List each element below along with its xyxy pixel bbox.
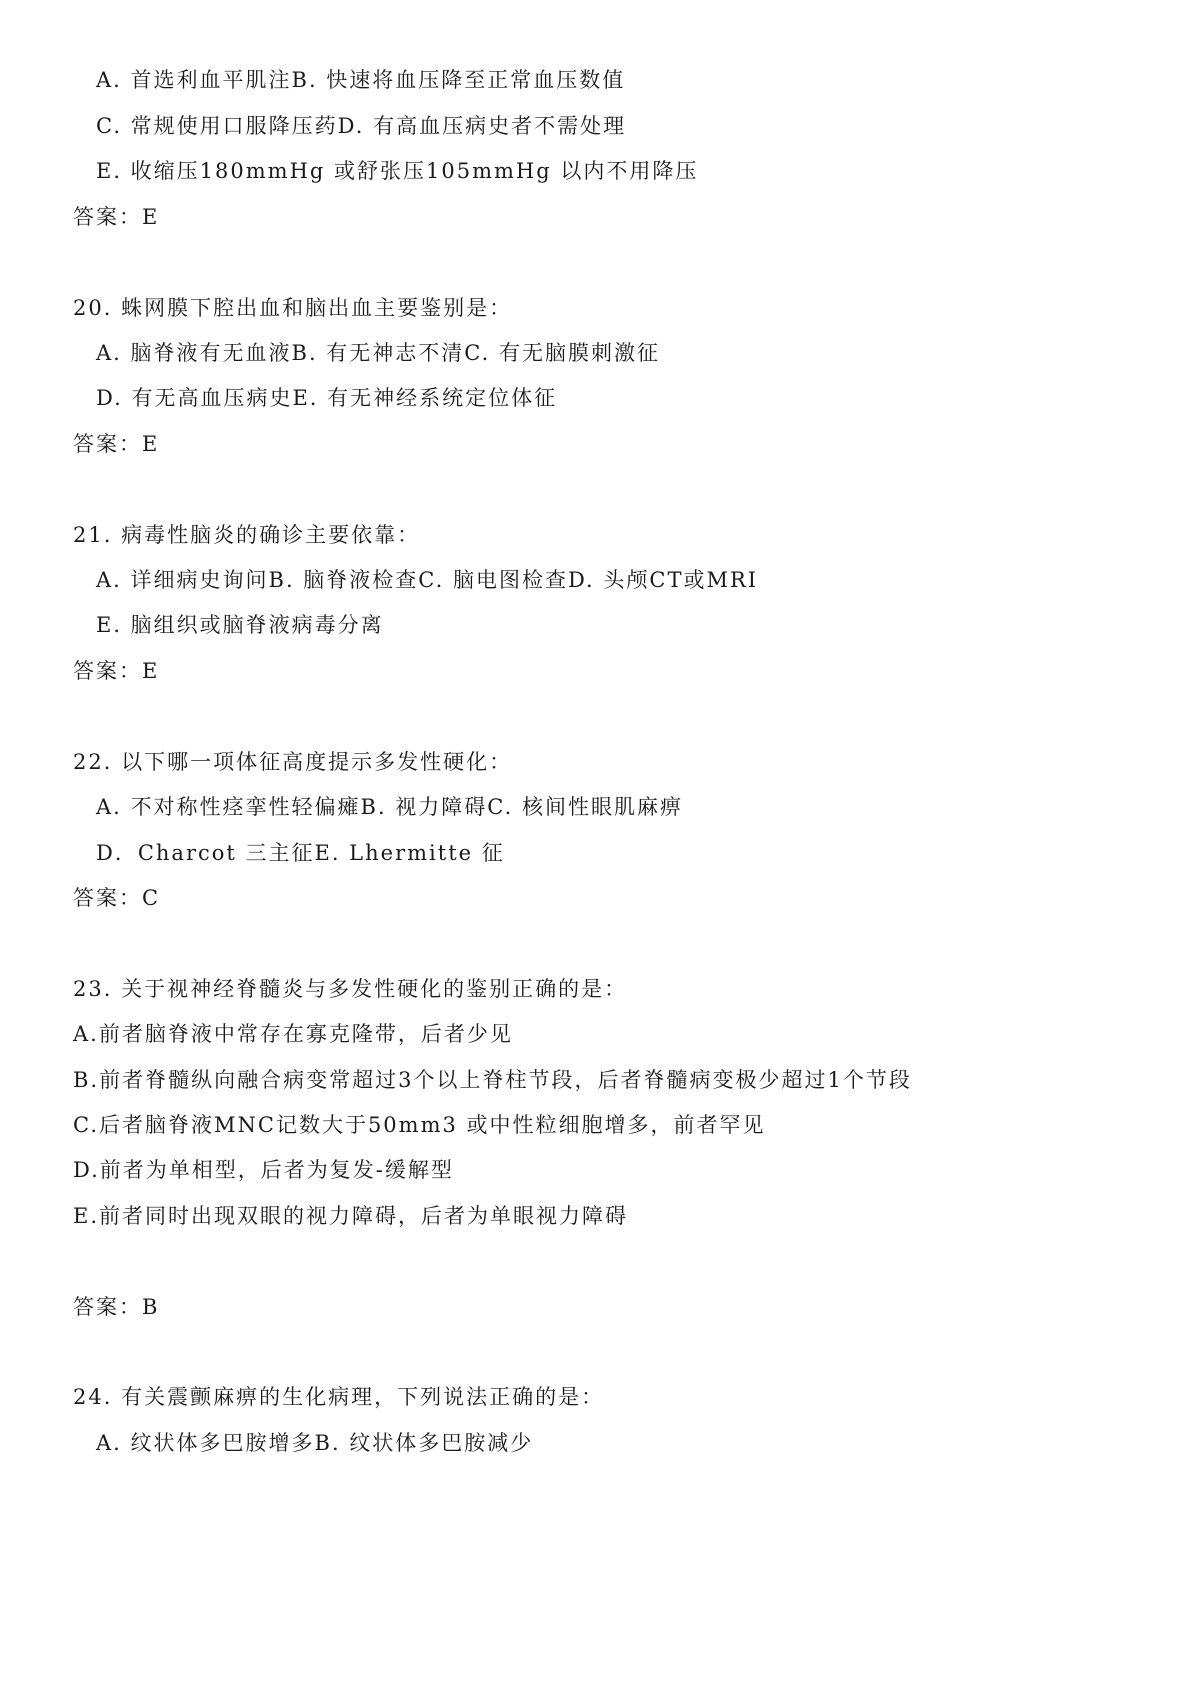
q23-option-e: E.前者同时出现双眼的视力障碍，后者为单眼视力障碍 (73, 1204, 629, 1228)
q23-option-c: C.后者脑脊液MNC记数大于50mm3 或中性粒细胞增多，前者罕见 (73, 1113, 766, 1137)
q24-stem: 24. 有关震颤麻痹的生化病理，下列说法正确的是： (73, 1385, 605, 1409)
q23-option-d: D.前者为单相型，后者为复发-缓解型 (73, 1158, 454, 1182)
q21-option-line-2: E. 脑组织或脑脊液病毒分离 (96, 613, 384, 637)
q22-stem: 22. 以下哪一项体征高度提示多发性硬化： (73, 750, 513, 774)
q21-answer: 答案：E (73, 659, 160, 683)
q22-answer: 答案：C (73, 886, 161, 910)
q24-option-line-1: A. 纹状体多巴胺增多B. 纹状体多巴胺减少 (96, 1431, 534, 1455)
q22-option-line-2: D．Charcot 三主征E. Lhermitte 征 (96, 841, 505, 865)
q23-option-b: B.前者脊髓纵向融合病变常超过3个以上脊柱节段，后者脊髓病变极少超过1个节段 (73, 1068, 912, 1092)
q20-option-line-1: A. 脑脊液有无血液B. 有无神志不清C. 有无脑膜刺激征 (96, 341, 660, 365)
q22-option-line-1: A. 不对称性痉挛性轻偏瘫B. 视力障碍C. 核间性眼肌麻痹 (96, 795, 683, 819)
q20-answer: 答案：E (73, 432, 160, 456)
q23-stem: 23. 关于视神经脊髓炎与多发性硬化的鉴别正确的是： (73, 977, 628, 1001)
q20-stem: 20. 蛛网膜下腔出血和脑出血主要鉴别是： (73, 296, 513, 320)
q21-stem: 21. 病毒性脑炎的确诊主要依靠： (73, 523, 421, 547)
q19-option-line-1: A. 首选利血平肌注B. 快速将血压降至正常血压数值 (96, 68, 626, 92)
q19-answer: 答案：E (73, 205, 160, 229)
q20-option-line-2: D. 有无高血压病史E. 有无神经系统定位体征 (96, 386, 558, 410)
q19-option-line-3: E. 收缩压180mmHg 或舒张压105mmHg 以内不用降压 (96, 159, 699, 183)
q21-option-line-1: A. 详细病史询问B. 脑脊液检查C. 脑电图检查D. 头颅CT或MRI (96, 568, 759, 592)
q19-option-line-2: C. 常规使用口服降压药D. 有高血压病史者不需处理 (96, 114, 627, 138)
q23-option-a: A.前者脑脊液中常存在寡克隆带，后者少见 (73, 1022, 513, 1046)
q23-answer: 答案：B (73, 1295, 160, 1319)
